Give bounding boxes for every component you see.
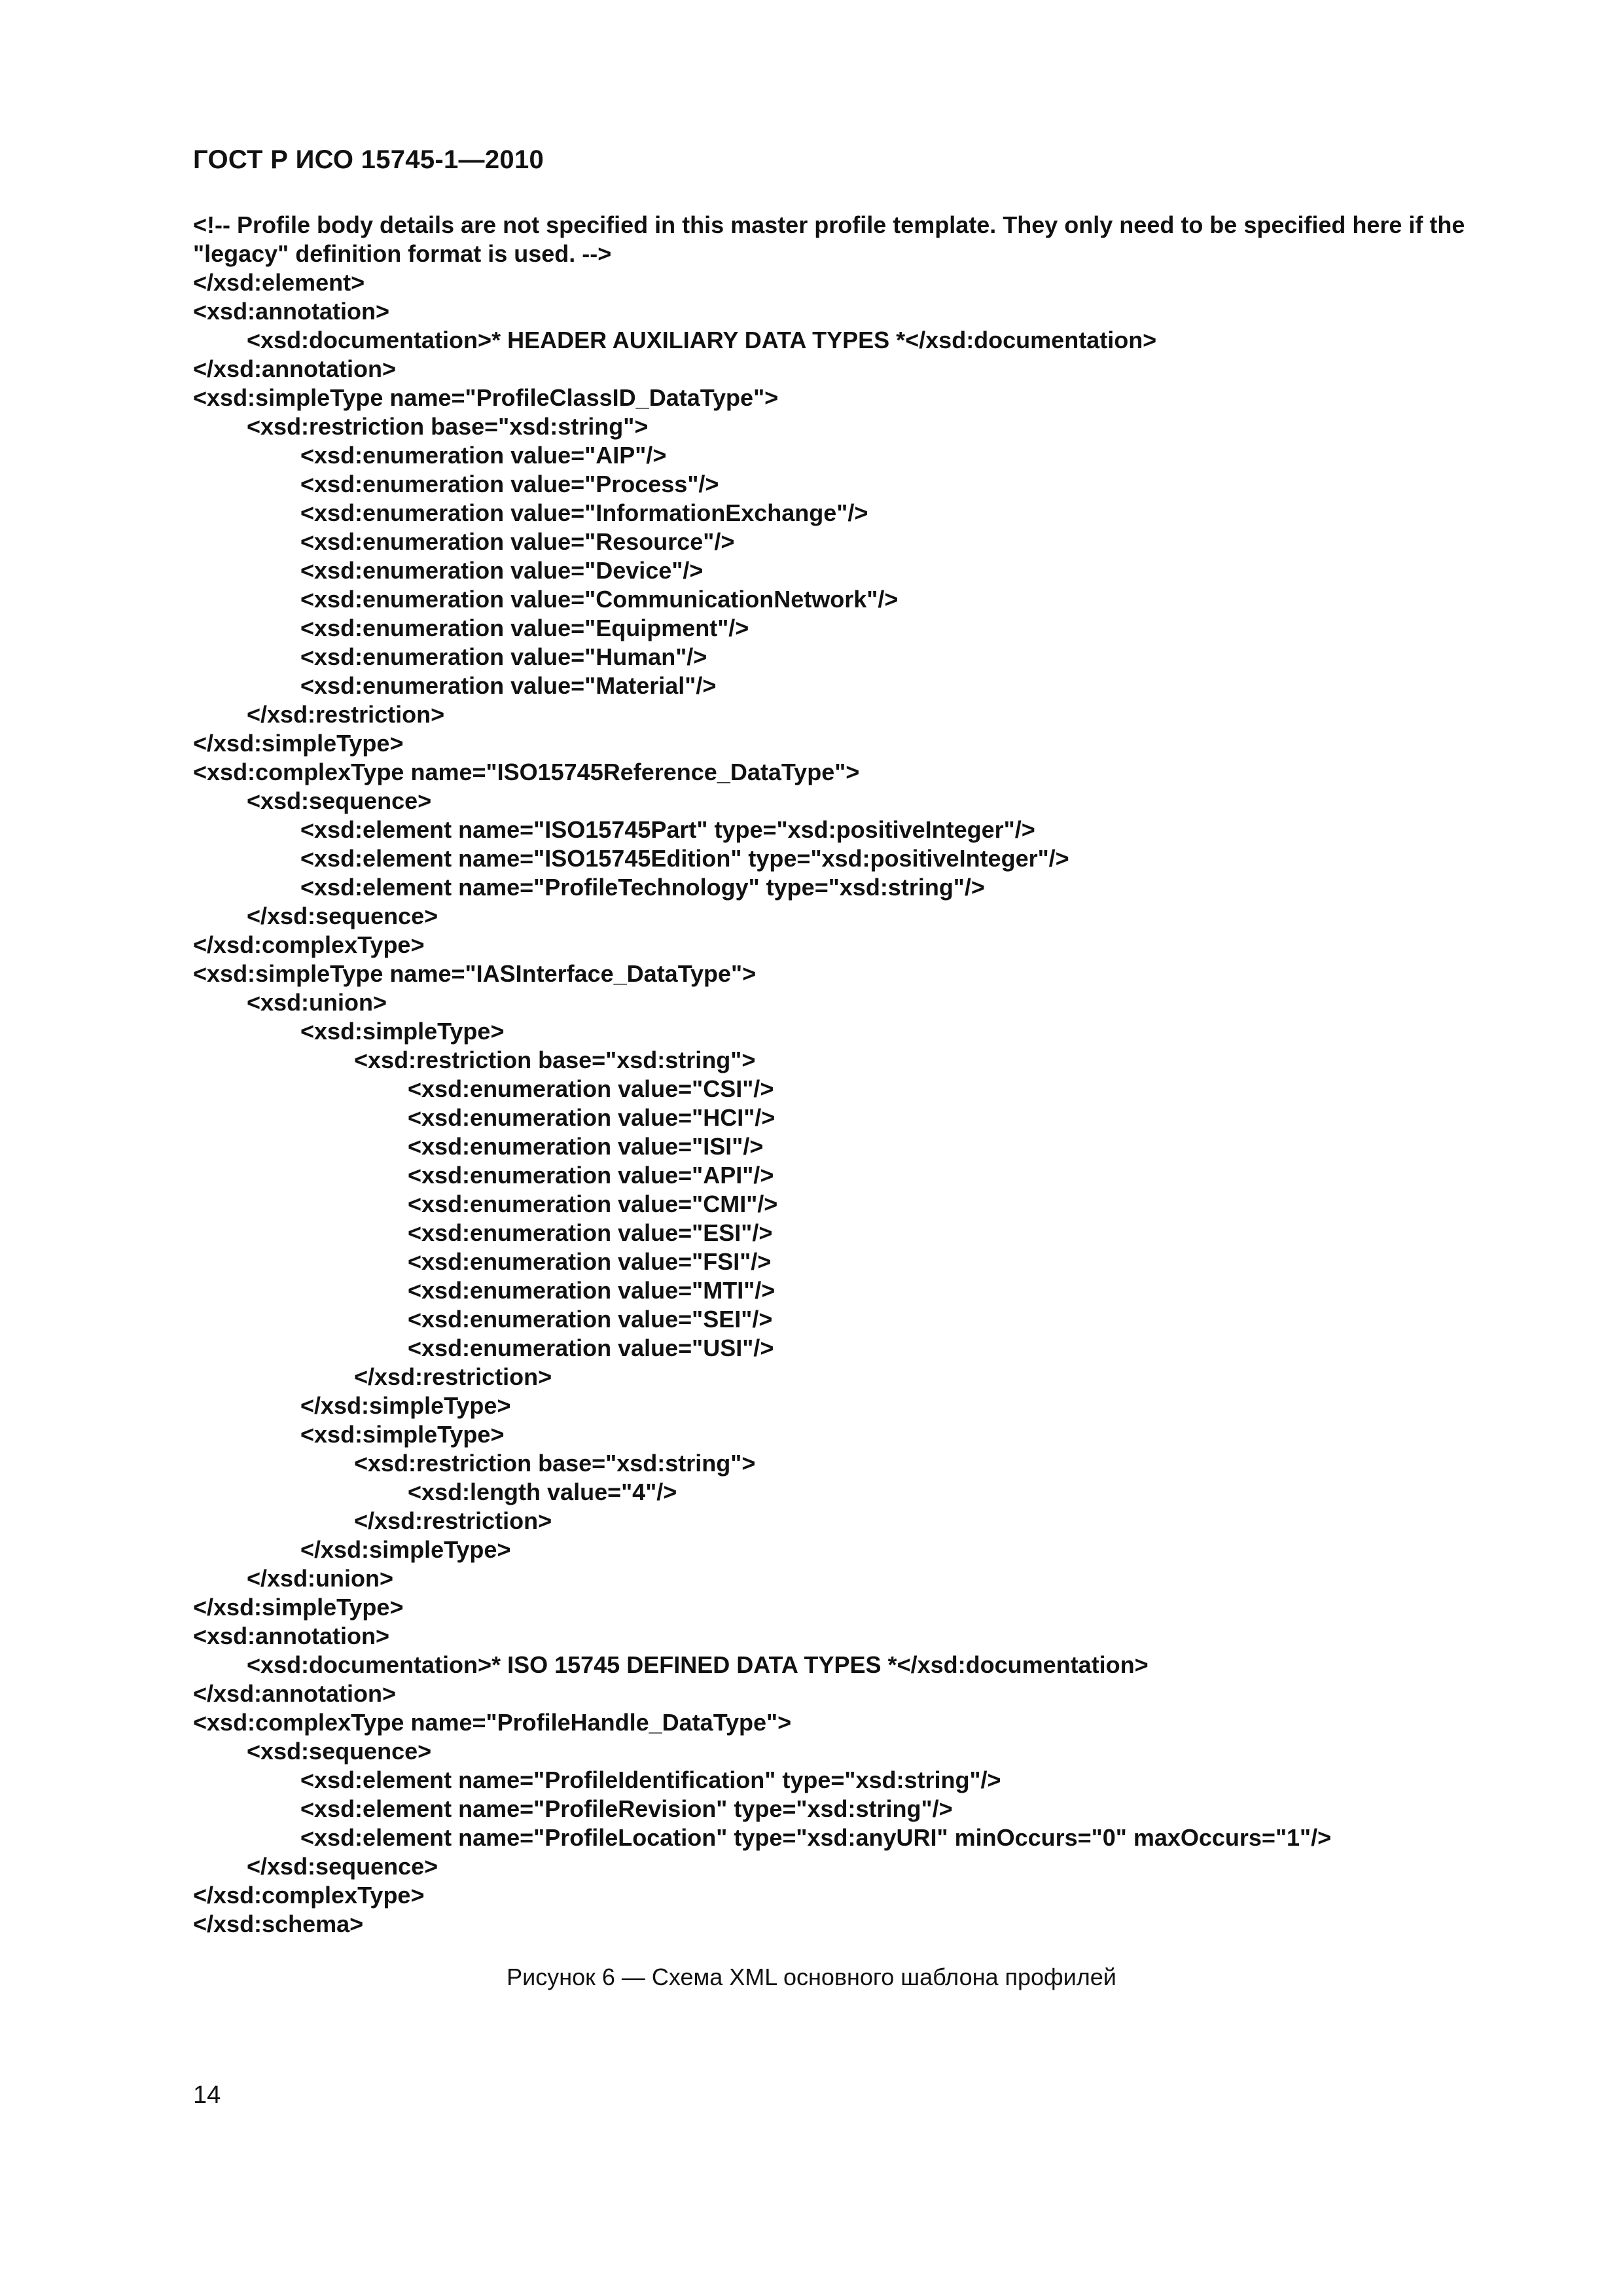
code-line: </xsd:restriction> (354, 1507, 552, 1534)
code-line: <xsd:enumeration value="Resource"/> (300, 528, 735, 555)
code-line: <xsd:enumeration value="FSI"/> (408, 1248, 772, 1275)
code-line: </xsd:complexType> (193, 1882, 425, 1909)
code-line: <xsd:enumeration value="Process"/> (300, 471, 719, 497)
code-line: <xsd:restriction base="xsd:string"> (247, 413, 649, 440)
code-line: <xsd:simpleType> (300, 1421, 505, 1448)
code-line: <xsd:sequence> (247, 787, 432, 814)
code-line: <xsd:enumeration value="ISI"/> (408, 1133, 764, 1160)
code-line: <xsd:restriction base="xsd:string"> (354, 1450, 756, 1477)
code-line: <xsd:element name="ProfileTechnology" type="xsd:string"/> (300, 874, 985, 901)
xml-schema-listing (193, 211, 1541, 1939)
code-line: </xsd:complexType> (193, 931, 425, 958)
code-line: <xsd:simpleType name="ProfileClassID_DataType"> (193, 384, 779, 411)
code-line: </xsd:simpleType> (300, 1392, 511, 1419)
code-line: <xsd:enumeration value="CMI"/> (408, 1191, 778, 1217)
code-line: </xsd:sequence> (247, 1853, 438, 1880)
code-line: </xsd:simpleType> (193, 1594, 404, 1621)
code-line: </xsd:restriction> (354, 1363, 552, 1390)
code-line: <xsd:enumeration value="Equipment"/> (300, 615, 749, 641)
document-standard-id: ГОСТ Р ИСО 15745-1—2010 (193, 145, 544, 174)
code-line: <xsd:simpleType name="IASInterface_DataType"> (193, 960, 757, 987)
code-line: <xsd:enumeration value="InformationExchange"/> (300, 499, 868, 526)
code-line: <xsd:complexType name="ISO15745Reference_DataType"> (193, 759, 860, 785)
code-line: <xsd:documentation>* ISO 15745 DEFINED DATA TYPES *</xsd:documentation> (247, 1651, 1149, 1678)
code-line: <xsd:enumeration value="ESI"/> (408, 1219, 773, 1246)
code-line: <xsd:sequence> (247, 1738, 432, 1765)
code-line: </xsd:simpleType> (300, 1536, 511, 1563)
code-line: <xsd:enumeration value="CSI"/> (408, 1075, 774, 1102)
code-line: <xsd:element name="ProfileLocation" type="xsd:anyURI" minOccurs="0" maxOccurs="1"/> (300, 1824, 1332, 1851)
code-line: <xsd:union> (247, 989, 387, 1016)
code-line: <xsd:enumeration value="API"/> (408, 1162, 774, 1189)
code-line: <xsd:element name="ProfileRevision" type="xsd:string"/> (300, 1795, 953, 1822)
code-line: <xsd:element name="ISO15745Edition" type="xsd:positiveInteger"/> (300, 845, 1069, 872)
code-line: </xsd:annotation> (193, 1680, 397, 1707)
code-line: <xsd:enumeration value="CommunicationNetwork"/> (300, 586, 899, 613)
code-line: <xsd:complexType name="ProfileHandle_DataType"> (193, 1709, 792, 1736)
code-line: <xsd:simpleType> (300, 1018, 505, 1045)
code-line: </xsd:schema> (193, 1910, 364, 1937)
page-number: 14 (193, 2081, 221, 2109)
code-line: <xsd:enumeration value="MTI"/> (408, 1277, 776, 1304)
code-line: <xsd:enumeration value="HCI"/> (408, 1104, 776, 1131)
code-line: <xsd:enumeration value="AIP"/> (300, 442, 667, 469)
code-line: <xsd:documentation>* HEADER AUXILIARY DATA TYPES *</xsd:documentation> (247, 327, 1157, 353)
code-line: <xsd:enumeration value="USI"/> (408, 1335, 774, 1361)
code-line: <xsd:annotation> (193, 1623, 390, 1649)
code-line: <xsd:enumeration value="Material"/> (300, 672, 717, 699)
code-line: <xsd:element name="ProfileIdentification" type="xsd:string"/> (300, 1767, 1001, 1793)
code-line: <xsd:enumeration value="Device"/> (300, 557, 704, 584)
figure-caption: Рисунок 6 — Схема XML основного шаблона профилей (507, 1964, 1116, 1990)
code-line: </xsd:simpleType> (193, 730, 404, 757)
code-line: <xsd:element name="ISO15745Part" type="xsd:positiveInteger"/> (300, 816, 1035, 843)
code-line: </xsd:annotation> (193, 355, 397, 382)
code-line: <xsd:enumeration value="Human"/> (300, 643, 707, 670)
code-line: <xsd:enumeration value="SEI"/> (408, 1306, 773, 1333)
code-line: <!-- Profile body details are not specified in this master profile template. They only need to be specified here if the "legacy" definition format is used. --> (193, 211, 1472, 267)
code-line: <xsd:length value="4"/> (408, 1479, 677, 1505)
code-line: </xsd:restriction> (247, 701, 445, 728)
code-line: </xsd:union> (247, 1565, 394, 1592)
code-line: </xsd:element> (193, 269, 365, 296)
code-line: <xsd:annotation> (193, 298, 390, 325)
code-line: <xsd:restriction base="xsd:string"> (354, 1047, 756, 1073)
code-line: </xsd:sequence> (247, 903, 438, 929)
